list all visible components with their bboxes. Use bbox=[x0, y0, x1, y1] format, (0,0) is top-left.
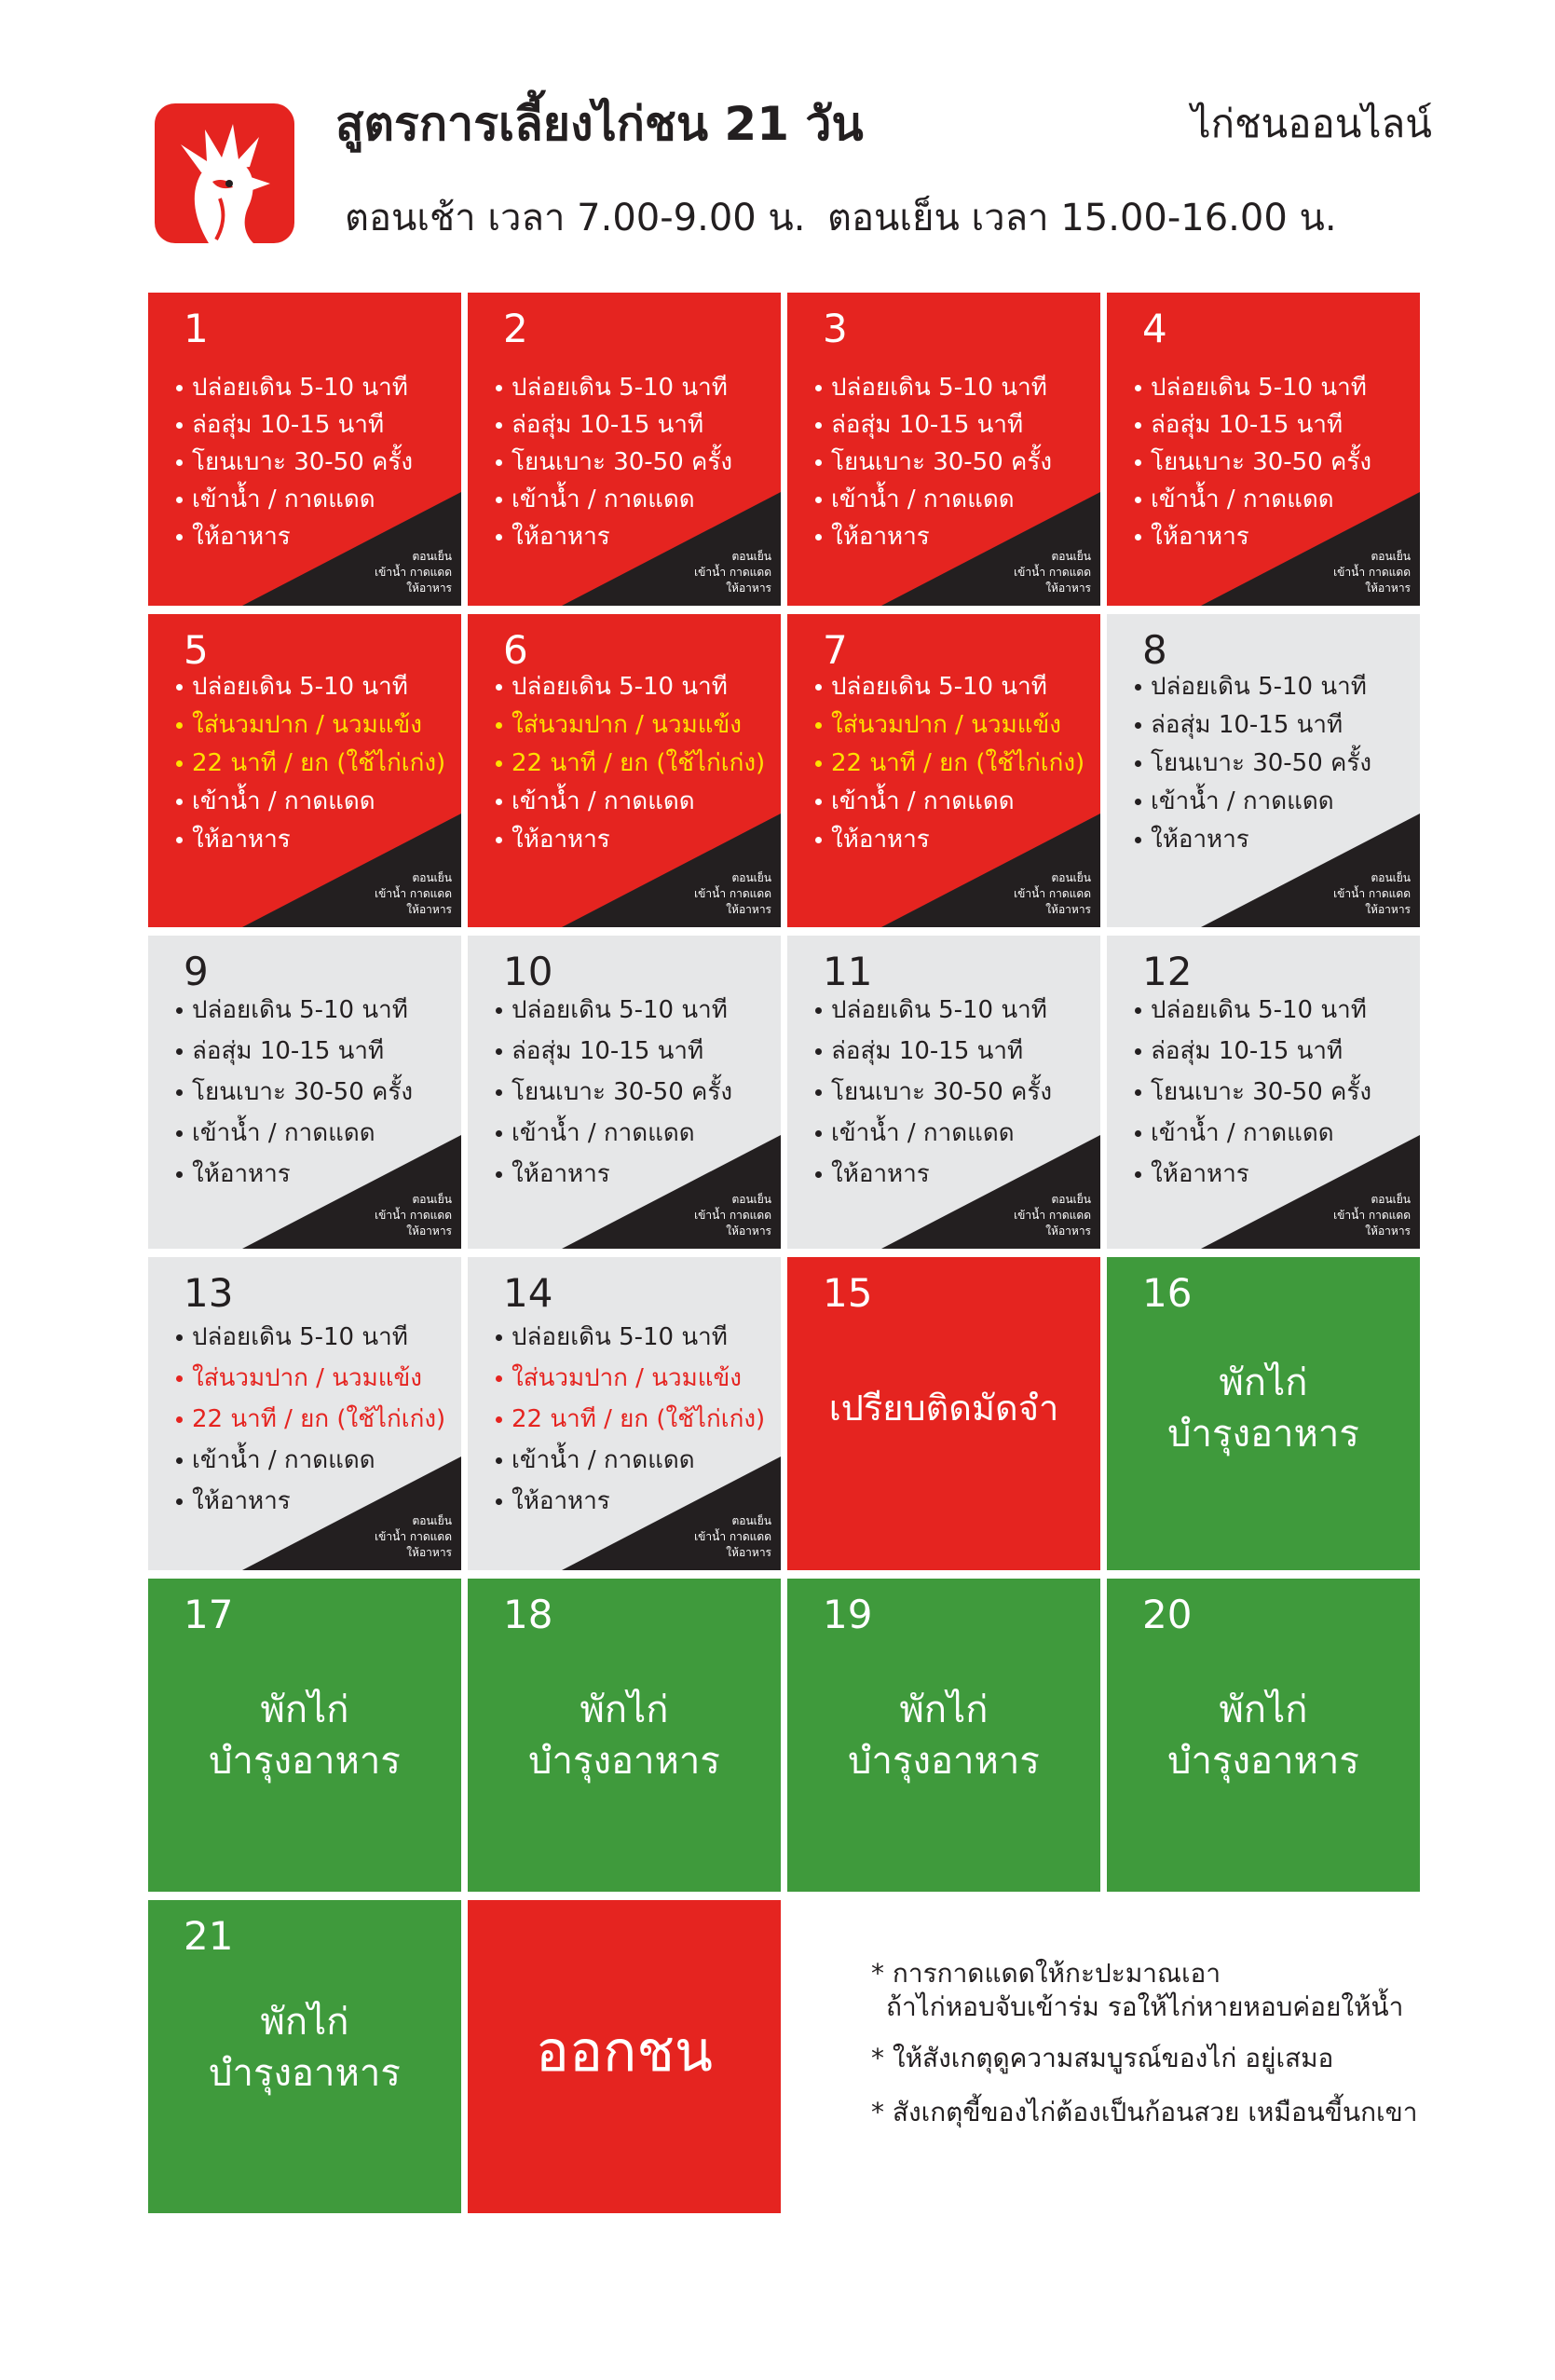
activity-feed: ให้อาหาร bbox=[815, 518, 1052, 555]
day-card-4 bbox=[1107, 293, 1420, 606]
evening-note: ตอนเย็น เข้าน้ำ กาดแดด ให้อาหาร bbox=[1333, 550, 1411, 595]
day-card-18 bbox=[468, 1579, 781, 1892]
activity-walk: ปล่อยเดิน 5-10 นาที bbox=[176, 990, 413, 1031]
activity-feed: ให้อาหาร bbox=[176, 518, 413, 555]
rest-label: พักไก่ bbox=[260, 1689, 349, 1731]
activity-swing: โยนเบาะ 30-50 ครั้ง bbox=[176, 444, 413, 481]
day-number: 2 bbox=[503, 306, 528, 351]
day-card-17 bbox=[148, 1579, 461, 1892]
day-card-16 bbox=[1107, 1257, 1420, 1570]
activity-water: เข้าน้ำ / กาดแดด bbox=[176, 1440, 445, 1481]
rest-label: พักไก่ bbox=[580, 1689, 669, 1731]
day-card-15 bbox=[787, 1257, 1100, 1570]
activity-feed: ให้อาหาร bbox=[815, 821, 1084, 859]
notes bbox=[871, 1957, 1417, 2130]
activity-feed: ให้อาหาร bbox=[1135, 821, 1371, 859]
note-condition: * ให้สังเกตุดูความสมบูรณ์ของไก่ อยู่เสมอ bbox=[871, 2042, 1334, 2073]
activity-swing: โยนเบาะ 30-50 ครั้ง bbox=[496, 1072, 732, 1113]
day-number: 12 bbox=[1142, 949, 1193, 994]
day-card-12 bbox=[1107, 936, 1420, 1249]
activity-water: เข้าน้ำ / กาดแดด bbox=[815, 481, 1052, 518]
activity-feed: ให้อาหาร bbox=[815, 1154, 1052, 1195]
activity-water: เข้าน้ำ / กาดแดด bbox=[815, 783, 1084, 821]
morning-time: ตอนเช้า เวลา 7.00-9.00 น. bbox=[345, 197, 806, 239]
note-droppings: * สังเกตุขี้ของไก่ต้องเป็นก้อนสวย เหมือนขี้นกเขา bbox=[871, 2097, 1418, 2128]
day-card-1 bbox=[148, 293, 461, 606]
activity-water: เข้าน้ำ / กาดแดด bbox=[1135, 783, 1371, 821]
activity-cover: ล่อสุ่ม 10-15 นาที bbox=[496, 1031, 732, 1072]
activity-water: เข้าน้ำ / กาดแดด bbox=[496, 1440, 765, 1481]
note-sunbath: * การกาดแดดให้กะปะมาณเอา bbox=[871, 1958, 1221, 1989]
evening-note: ตอนเย็น เข้าน้ำ กาดแดด ให้อาหาร bbox=[375, 550, 452, 595]
brand-name: ไก่ชนออนไลน์ bbox=[1191, 101, 1432, 146]
page-title: สูตรการเลี้ยงไก่ชน 21 วัน bbox=[335, 97, 864, 151]
activity-walk: ปล่อยเดิน 5-10 นาที bbox=[176, 369, 413, 406]
activity-water: เข้าน้ำ / กาดแดด bbox=[496, 481, 732, 518]
activity-cover: ล่อสุ่ม 10-15 นาที bbox=[496, 406, 732, 444]
activity-feed: ให้อาหาร bbox=[496, 821, 765, 859]
activity-spar: 22 นาที / ยก (ใช้ไก่เก่ง) bbox=[815, 745, 1084, 783]
rooster-logo-icon bbox=[155, 103, 294, 243]
evening-note: ตอนเย็น เข้าน้ำ กาดแดด ให้อาหาร bbox=[694, 871, 771, 916]
day-card-8 bbox=[1107, 614, 1420, 927]
match-deposit-label: เปรียบติดมัดจำ bbox=[828, 1388, 1059, 1429]
nourish-label: บำรุงอาหาร bbox=[209, 2052, 401, 2095]
activity-spar: 22 นาที / ยก (ใช้ไก่เก่ง) bbox=[496, 745, 765, 783]
day-number: 1 bbox=[184, 306, 209, 351]
activity-massage: ใส่นวมปาก / นวมแข้ง bbox=[496, 706, 765, 745]
activity-walk: ปล่อยเดิน 5-10 นาที bbox=[815, 668, 1084, 706]
nourish-label: บำรุงอาหาร bbox=[1167, 1413, 1359, 1456]
day-card-13 bbox=[148, 1257, 461, 1570]
activity-spar: 22 นาที / ยก (ใช้ไก่เก่ง) bbox=[176, 1399, 445, 1440]
fight-day-label: ออกชน bbox=[535, 2019, 714, 2085]
activity-massage: ใส่นวมปาก / นวมแข้ง bbox=[815, 706, 1084, 745]
evening-note: ตอนเย็น เข้าน้ำ กาดแดด ให้อาหาร bbox=[694, 1514, 771, 1559]
day-number: 3 bbox=[823, 306, 848, 351]
day-number: 9 bbox=[184, 949, 209, 994]
activity-cover: ล่อสุ่ม 10-15 นาที bbox=[1135, 706, 1371, 745]
activity-cover: ล่อสุ่ม 10-15 นาที bbox=[815, 1031, 1052, 1072]
activity-cover: ล่อสุ่ม 10-15 นาที bbox=[176, 1031, 413, 1072]
activity-swing: โยนเบาะ 30-50 ครั้ง bbox=[1135, 444, 1371, 481]
day-number: 18 bbox=[503, 1592, 553, 1637]
day-number: 13 bbox=[184, 1270, 234, 1316]
day-number: 21 bbox=[184, 1913, 234, 1959]
evening-note: ตอนเย็น เข้าน้ำ กาดแดด ให้อาหาร bbox=[375, 1193, 452, 1238]
evening-note: ตอนเย็น เข้าน้ำ กาดแดด ให้อาหาร bbox=[1014, 871, 1091, 916]
activity-spar: 22 นาที / ยก (ใช้ไก่เก่ง) bbox=[496, 1399, 765, 1440]
activity-cover: ล่อสุ่ม 10-15 นาที bbox=[815, 406, 1052, 444]
activity-swing: โยนเบาะ 30-50 ครั้ง bbox=[815, 1072, 1052, 1113]
activity-swing: โยนเบาะ 30-50 ครั้ง bbox=[176, 1072, 413, 1113]
activity-walk: ปล่อยเดิน 5-10 นาที bbox=[815, 369, 1052, 406]
day-number: 15 bbox=[823, 1270, 873, 1316]
day-number: 10 bbox=[503, 949, 553, 994]
day-card-2 bbox=[468, 293, 781, 606]
activity-feed: ให้อาหาร bbox=[1135, 518, 1371, 555]
activity-water: เข้าน้ำ / กาดแดด bbox=[176, 783, 445, 821]
day-card-19 bbox=[787, 1579, 1100, 1892]
nourish-label: บำรุงอาหาร bbox=[528, 1740, 720, 1783]
rest-label: พักไก่ bbox=[1219, 1689, 1308, 1731]
day-number: 20 bbox=[1142, 1592, 1193, 1637]
evening-note: ตอนเย็น เข้าน้ำ กาดแดด ให้อาหาร bbox=[375, 871, 452, 916]
day-number: 6 bbox=[503, 627, 528, 673]
day-card-10 bbox=[468, 936, 781, 1249]
day-number: 17 bbox=[184, 1592, 234, 1637]
activity-water: เข้าน้ำ / กาดแดด bbox=[1135, 481, 1371, 518]
activity-water: เข้าน้ำ / กาดแดด bbox=[496, 1113, 732, 1154]
day-number: 14 bbox=[503, 1270, 553, 1316]
activity-walk: ปล่อยเดิน 5-10 นาที bbox=[176, 668, 445, 706]
activity-walk: ปล่อยเดิน 5-10 นาที bbox=[176, 1317, 445, 1358]
activity-water: เข้าน้ำ / กาดแดด bbox=[176, 481, 413, 518]
activity-water: เข้าน้ำ / กาดแดด bbox=[496, 783, 765, 821]
day-card-14 bbox=[468, 1257, 781, 1570]
nourish-label: บำรุงอาหาร bbox=[848, 1740, 1040, 1783]
day-card-9 bbox=[148, 936, 461, 1249]
rest-label: พักไก่ bbox=[899, 1689, 989, 1731]
activity-walk: ปล่อยเดิน 5-10 นาที bbox=[1135, 990, 1371, 1031]
activity-cover: ล่อสุ่ม 10-15 นาที bbox=[1135, 406, 1371, 444]
evening-note: ตอนเย็น เข้าน้ำ กาดแดด ให้อาหาร bbox=[1333, 871, 1411, 916]
activity-spar: 22 นาที / ยก (ใช้ไก่เก่ง) bbox=[176, 745, 445, 783]
nourish-label: บำรุงอาหาร bbox=[209, 1740, 401, 1783]
activity-massage: ใส่นวมปาก / นวมแข้ง bbox=[496, 1358, 765, 1399]
activity-feed: ให้อาหาร bbox=[496, 1154, 732, 1195]
activity-walk: ปล่อยเดิน 5-10 นาที bbox=[496, 369, 732, 406]
day-number: 11 bbox=[823, 949, 873, 994]
activity-swing: โยนเบาะ 30-50 ครั้ง bbox=[815, 444, 1052, 481]
activity-feed: ให้อาหาร bbox=[496, 1481, 765, 1522]
evening-note: ตอนเย็น เข้าน้ำ กาดแดด ให้อาหาร bbox=[375, 1514, 452, 1559]
day-card-5 bbox=[148, 614, 461, 927]
nourish-label: บำรุงอาหาร bbox=[1167, 1740, 1359, 1783]
activity-walk: ปล่อยเดิน 5-10 นาที bbox=[496, 990, 732, 1031]
day-card-7 bbox=[787, 614, 1100, 927]
activity-cover: ล่อสุ่ม 10-15 นาที bbox=[176, 406, 413, 444]
activity-water: เข้าน้ำ / กาดแดด bbox=[1135, 1113, 1371, 1154]
evening-note: ตอนเย็น เข้าน้ำ กาดแดด ให้อาหาร bbox=[694, 550, 771, 595]
rest-label: พักไก่ bbox=[1219, 1361, 1308, 1404]
activity-water: เข้าน้ำ / กาดแดด bbox=[815, 1113, 1052, 1154]
day-card-20 bbox=[1107, 1579, 1420, 1892]
day-number: 16 bbox=[1142, 1270, 1193, 1316]
activity-swing: โยนเบาะ 30-50 ครั้ง bbox=[1135, 745, 1371, 783]
activity-feed: ให้อาหาร bbox=[176, 1154, 413, 1195]
activity-swing: โยนเบาะ 30-50 ครั้ง bbox=[496, 444, 732, 481]
activity-walk: ปล่อยเดิน 5-10 นาที bbox=[496, 668, 765, 706]
activity-cover: ล่อสุ่ม 10-15 นาที bbox=[1135, 1031, 1371, 1072]
activity-feed: ให้อาหาร bbox=[496, 518, 732, 555]
activity-feed: ให้อาหาร bbox=[1135, 1154, 1371, 1195]
activity-walk: ปล่อยเดิน 5-10 นาที bbox=[496, 1317, 765, 1358]
activity-walk: ปล่อยเดิน 5-10 นาที bbox=[1135, 369, 1371, 406]
day-number: 8 bbox=[1142, 627, 1167, 673]
activity-massage: ใส่นวมปาก / นวมแข้ง bbox=[176, 1358, 445, 1399]
day-card-6 bbox=[468, 614, 781, 927]
evening-note: ตอนเย็น เข้าน้ำ กาดแดด ให้อาหาร bbox=[1014, 1193, 1091, 1238]
day-number: 5 bbox=[184, 627, 209, 673]
evening-note: ตอนเย็น เข้าน้ำ กาดแดด ให้อาหาร bbox=[1014, 550, 1091, 595]
day-card-21 bbox=[148, 1900, 461, 2213]
evening-note: ตอนเย็น เข้าน้ำ กาดแดด ให้อาหาร bbox=[1333, 1193, 1411, 1238]
activity-swing: โยนเบาะ 30-50 ครั้ง bbox=[1135, 1072, 1371, 1113]
activity-feed: ให้อาหาร bbox=[176, 1481, 445, 1522]
day-card-11 bbox=[787, 936, 1100, 1249]
evening-note: ตอนเย็น เข้าน้ำ กาดแดด ให้อาหาร bbox=[694, 1193, 771, 1238]
day-card-3 bbox=[787, 293, 1100, 606]
activity-walk: ปล่อยเดิน 5-10 นาที bbox=[815, 990, 1052, 1031]
day-number: 7 bbox=[823, 627, 848, 673]
activity-feed: ให้อาหาร bbox=[176, 821, 445, 859]
evening-time: ตอนเย็น เวลา 15.00-16.00 น. bbox=[827, 197, 1337, 239]
day-number: 4 bbox=[1142, 306, 1167, 351]
day-number: 19 bbox=[823, 1592, 873, 1637]
note-sunbath-cont: ถ้าไก่หอบจับเข้าร่ม รอให้ไก่หายหอบค่อยให้น้ำ bbox=[886, 1991, 1404, 2023]
activity-massage: ใส่นวมปาก / นวมแข้ง bbox=[176, 706, 445, 745]
rest-label: พักไก่ bbox=[260, 2001, 349, 2044]
fight-day-card bbox=[468, 1900, 781, 2213]
activity-walk: ปล่อยเดิน 5-10 นาที bbox=[1135, 668, 1371, 706]
activity-water: เข้าน้ำ / กาดแดด bbox=[176, 1113, 413, 1154]
